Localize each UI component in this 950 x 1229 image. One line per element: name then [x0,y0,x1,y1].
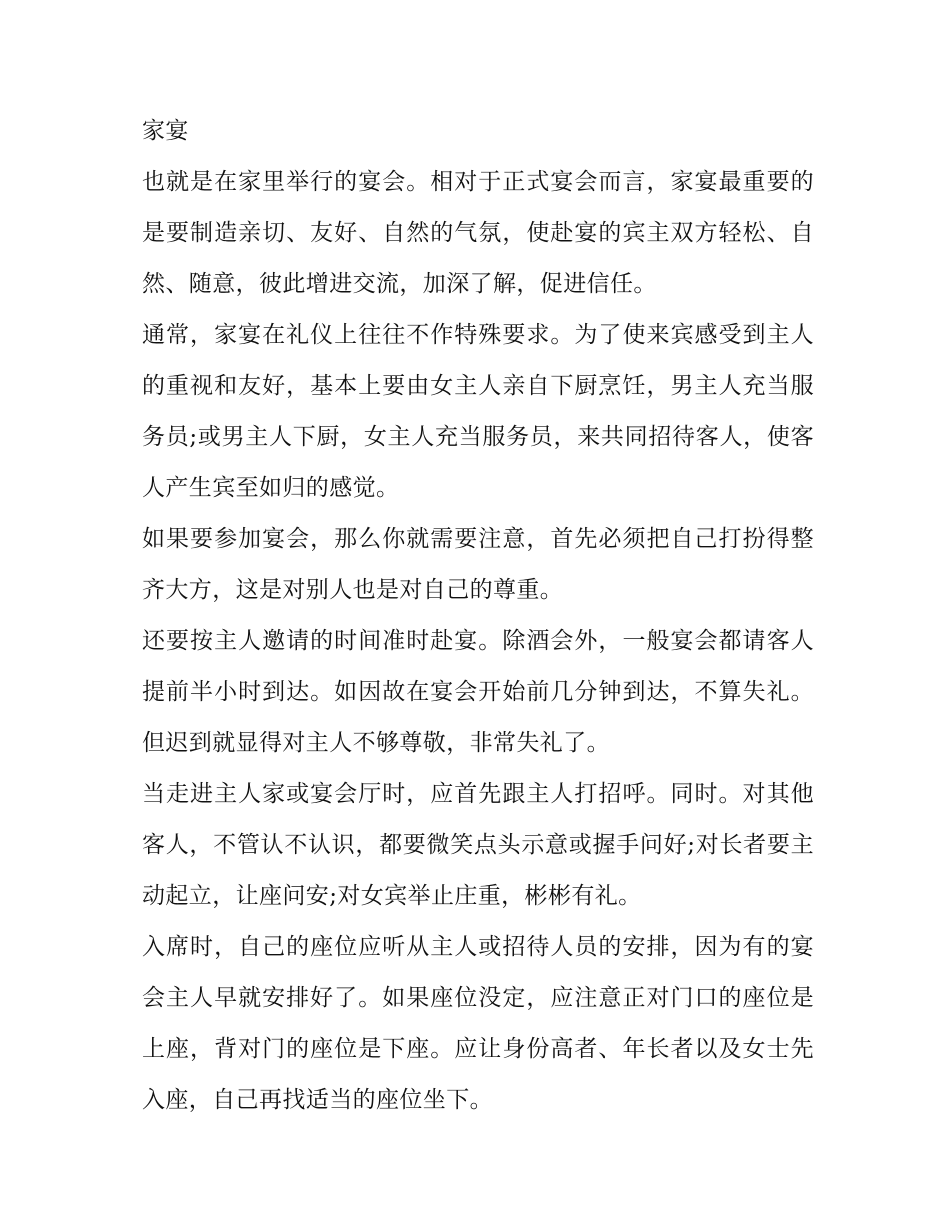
document-title: 家宴 [142,118,189,144]
paragraph-home-banquet-intro: 也就是在家里举行的宴会。相对于正式宴会而言，家宴最重要的是要制造亲切、友好、自然的气氛，使赴宴的宾主双方轻松、自然、随意，彼此增进交流，加深了解，促进信任。 [142,169,814,297]
paragraph-punctuality: 还要按主人邀请的时间准时赴宴。除酒会外，一般宴会都请客人提前半小时到达。如因故在宴会开始前几分钟到达，不算失礼。但迟到就显得对主人不够尊敬，非常失礼了。 [142,628,814,756]
paragraph-home-banquet-etiquette: 通常，家宴在礼仪上往往不作特殊要求。为了使来宾感受到主人的重视和友好，基本上要由女主人亲自下厨烹饪，男主人充当服务员;或男主人下厨，女主人充当服务员，来共同招待客人，使客人产生宾至如归的感觉。 [142,322,814,501]
paragraph-dress-code: 如果要参加宴会，那么你就需要注意，首先必须把自己打扮得整齐大方，这是对别人也是对自己的尊重。 [142,526,814,603]
document-body [142,106,814,1126]
paragraph-seating: 入席时，自己的座位应听从主人或招待人员的安排，因为有的宴会主人早就安排好了。如果座位没定，应注意正对门口的座位是上座，背对门的座位是下座。应让身份高者、年长者以及女士先入座，自己再找适当的座位坐下。 [142,934,814,1113]
paragraph-greeting: 当走进主人家或宴会厅时，应首先跟主人打招呼。同时。对其他客人，不管认不认识，都要微笑点头示意或握手问好;对长者要主动起立，让座问安;对女宾举止庄重，彬彬有礼。 [142,781,814,909]
